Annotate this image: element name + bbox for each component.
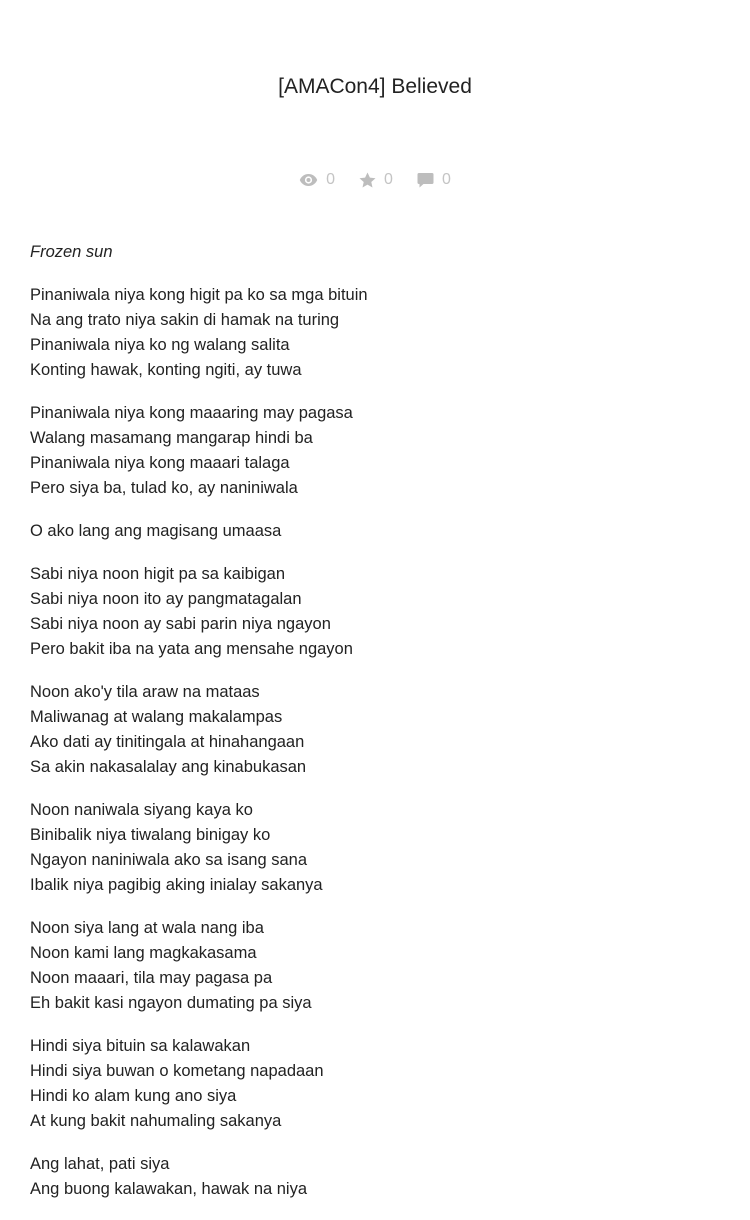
eye-icon (299, 173, 318, 187)
votes-count: 0 (384, 171, 393, 188)
votes-stat (359, 168, 393, 192)
poem-line: Hindi siya bituin sa kalawakan (30, 1037, 251, 1055)
poem-line: Maliwanag at walang makalampas (30, 708, 283, 726)
views-count: 0 (326, 171, 336, 188)
poem-line: Noon siya lang at wala nang iba (30, 919, 264, 937)
poem-line: Walang masamang mangarap hindi ba (30, 429, 313, 447)
comments-count: 0 (441, 171, 451, 188)
comment-icon (417, 172, 434, 188)
poem-line: Binibalik niya tiwalang binigay ko (30, 826, 271, 844)
poem-line: Sabi niya noon higit pa sa kaibigan (30, 565, 286, 583)
stanza (30, 519, 720, 544)
poem-line: Noon ako'y tila araw na mataas (30, 683, 260, 701)
poem-line: At kung bakit nahumaling sakanya (30, 1112, 282, 1130)
stanza (30, 680, 720, 780)
stanza (30, 283, 720, 383)
poem-line: Noon kami lang magkakasama (30, 944, 257, 962)
poem-line: Hindi ko alam kung ano siya (30, 1087, 237, 1105)
poem-line: Ang lahat, pati siya (30, 1155, 170, 1173)
poem-line: Sabi niya noon ay sabi parin niya ngayon (30, 615, 331, 633)
poem-line: Eh bakit kasi ngayon dumating pa siya (30, 994, 312, 1012)
poem-line: Ako dati ay tinitingala at hinahangaan (30, 733, 305, 751)
views-stat (299, 168, 335, 192)
poem-line: Ibalik niya pagibig aking inialay sakanya (30, 876, 323, 894)
poem-line: Pinaniwala niya kong maaaring may pagasa (30, 404, 353, 422)
poem-line: Noon naniwala siyang kaya ko (30, 801, 253, 819)
poem-line: Konting hawak, konting ngiti, ay tuwa (30, 361, 302, 379)
poem-line: Pinaniwala niya ko ng walang salita (30, 336, 290, 354)
story-text (30, 240, 720, 1220)
poem-line: Pinaniwala niya kong higit pa ko sa mga bituin (30, 286, 368, 304)
stanza-list (30, 283, 720, 1202)
stanza (30, 798, 720, 898)
poem-line: Na ang trato niya sakin di hamak na turing (30, 311, 340, 329)
poem-line: Pinaniwala niya kong maaari talaga (30, 454, 290, 472)
stanza (30, 1034, 720, 1134)
poem-line: O ako lang ang magisang umaasa (30, 522, 282, 540)
poem-line: Pero bakit iba na yata ang mensahe ngayon (30, 640, 353, 658)
story-subtitle: Frozen sun (30, 243, 113, 261)
poem-line: Noon maaari, tila may pagasa pa (30, 969, 273, 987)
stanza (30, 562, 720, 662)
poem-line: Hindi siya buwan o kometang napadaan (30, 1062, 324, 1080)
stanza (30, 1152, 720, 1202)
poem-line: Ang buong kalawakan, hawak na niya (30, 1180, 308, 1198)
stanza (30, 401, 720, 501)
comments-stat (417, 168, 451, 192)
poem-line: Sabi niya noon ito ay pangmatagalan (30, 590, 302, 608)
poem-line: Pero siya ba, tulad ko, ay naniniwala (30, 479, 298, 497)
story-title: [AMACon4] Believed (278, 75, 472, 98)
star-icon (359, 172, 376, 188)
poem-line: Sa akin nakasalalay ang kinabukasan (30, 758, 307, 776)
story-stats (0, 168, 750, 192)
poem-line: Ngayon naniniwala ako sa isang sana (30, 851, 308, 869)
stanza (30, 916, 720, 1016)
